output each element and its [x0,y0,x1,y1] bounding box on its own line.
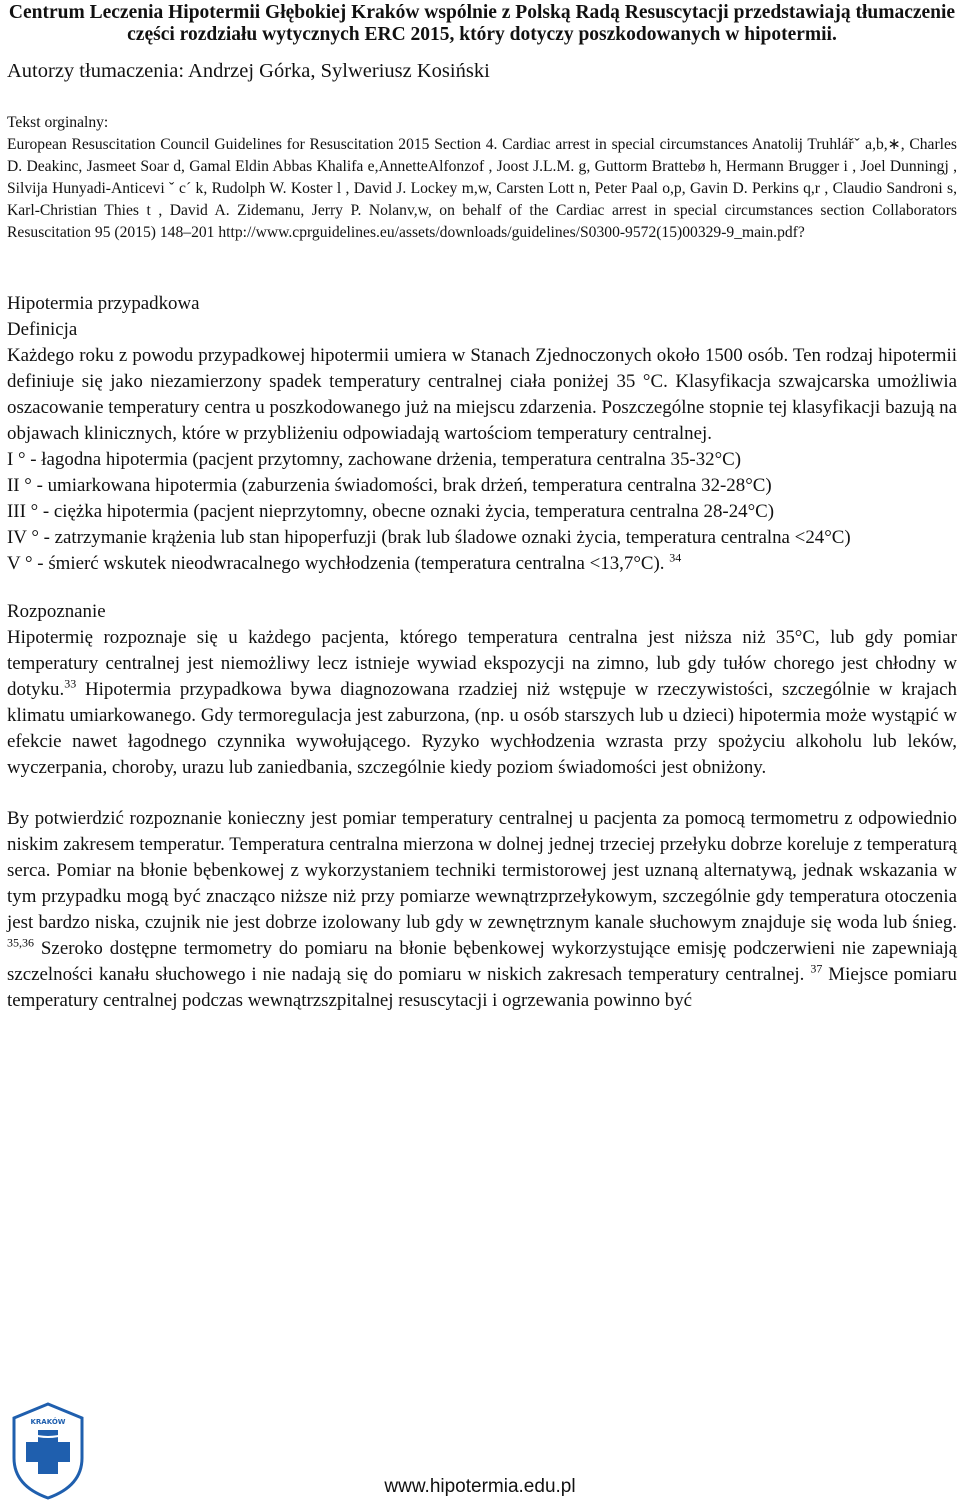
document-title: Centrum Leczenia Hipotermii Głębokiej Kraków wspólnie z Polską Radą Resuscytacji przedstawiają tłumaczenie części rozdziału wytycznych ERC 2015, który dotyczy poszkodowanych w hipotermii. [8,2,956,45]
grade-item [7,551,957,577]
definition-paragraph: Każdego roku z powodu przypadkowej hipotermii umiera w Stanach Zjednoczonych około 1500 osób. Ten rodzaj hipotermii definiuje się jako niezamierzony spadek temperatury centralnej ciała poniżej 35 °C. Klasyfikacja szwajcarska umożliwia oszacowanie temperatury centra u poszkodowanego już na miejscu zdarzenia. Poszczególne stopnie tej klasyfikacji bazują na objawach klinicznych, które w przybliżeniu odpowiadają wartościom temperatury centralnej. [7,345,957,444]
grade-item: III ° - ciężka hipotermia (pacjent nieprzytomny, obecne oznaki życia, temperatura centralna 28-24°C) [7,501,775,522]
paragraph-text: Miejsce pomiaru temperatury centralnej podczas wewnątrzszpitalnej resuscytacji i ogrzewania powinno być [7,964,957,1011]
paragraph-text: Szeroko dostępne termometry do pomiaru na błonie bębenkowej wykorzystujące emisję podczerwieni nie zapewniają szczelności kanału słuchowego i nie nadają się do pomiaru w niskich zakresach temperatury centralnej. [7,938,957,985]
measurement-paragraph [7,806,957,1014]
reference-marker: 33 [64,676,77,691]
grade-item: IV ° - zatrzymanie krążenia lub stan hipoperfuzji (brak lub śladowe oznaki życia, temperatura centralna <24°C) [7,527,851,548]
paragraph-text: Hipotermia przypadkowa bywa diagnozowana rzadziej niż wstępuje w rzeczywistości, szczególnie w krajach klimatu umiarkowanego. Gdy termoregulacja jest zaburzona, (np. u osób starszych lub u dzieci) hipotermia może wystąpić w efekcie nawet łagodnego czynnika wywołującego. Ryzyko wychłodzenia wzrasta przy spożyciu alkoholu lub leków, wyczerpania, choroby, urazu lub zaniedbania, szczególnie kiedy poziom świadomości jest obniżony. [7,679,957,778]
reference-marker: 35,36 [7,935,34,950]
translation-authors: Autorzy tłumaczenia: Andrzej Górka, Sylweriusz Kosiński [7,60,490,82]
svg-text:KRAKÓW: KRAKÓW [30,1418,66,1426]
diagnosis-paragraph [7,625,957,781]
section-diagnosis [7,599,957,1014]
paragraph-text: Hipotermię rozpoznaje się u każdego pacjenta, którego temperatura centralna jest niższa niż 35°C, lub gdy pomiar temperatury centralnej jest niemożliwy lecz istnieje wywiad ekspozycji na zimno, lub gdy tułów chorego jest chłodny w dotyku. [7,627,957,700]
grade-item: I ° - łagodna hipotermia (pacjent przytomny, zachowane drżenia, temperatura centralna 35-32°C) [7,449,742,470]
grade-text: V ° - śmierć wskutek nieodwracalnego wychłodzenia (temperatura centralna <13,7°C). [7,553,665,574]
section-subheading: Definicja [7,319,78,340]
section-heading: Hipotermia przypadkowa [7,293,200,314]
document-page [7,0,957,1014]
paragraph-text: By potwierdzić rozpoznanie konieczny jest pomiar temperatury centralnej u pacjenta za pomocą termometru z odpowiednio niskim zakresem temperatur. Temperatura centralna mierzona w dolnej jednej trzeciej przełyku dobrze koreluje z temperaturą serca. Pomiar na błonie bębenkowej z wykorzystaniem techniki termistorowej jest uznaną alternatywą, jednak wskazania w tym przypadku mogą być znacząco niższe niż przy pomiarze wewnątrzprzełykowym, szczególnie gdy temperatura otoczenia jest bardzo niska, czujnik nie jest dobrze izolowany lub gdy w zewnętrznym kanale słuchowym znajduje się woda lub śnieg. [7,808,957,933]
reference-marker: 34 [669,550,682,565]
section-hypothermia [7,291,957,577]
reference-marker: 37 [810,961,823,976]
section-heading: Rozpoznanie [7,601,106,622]
grade-item: II ° - umiarkowana hipotermia (zaburzenia świadomości, brak drżeń, temperatura centralna 32-28°C) [7,475,772,496]
source-block [7,112,957,244]
source-label: Tekst orginalny: [7,114,109,131]
source-citation: European Resuscitation Council Guidelines for Resuscitation 2015 Section 4. Cardiac arrest in special circumstances Anatolij Truhlářˇ a,b,∗, Charles D. Deakinc, Jasmeet Soar d, Gamal Eldin Abbas Khalifa e,AnnetteAlfonzof , Joost J.L.M. g, Guttorm Brattebø h, Hermann Brugger i , Joel Dunningj , Silvija Hunyadi-Anticevi ˇ c´ k, Rudolph W. Koster l , David J. Lockey m,w, Carsten Lott n, Peter Paal o,p, Gavin D. Perkins q,r , Claudio Sandroni s, Karl-Christian Thies t , David A. Zidemanu, Jerry P. Nolanv,w, on behalf of the Cardiac arrest in special circumstances section Collaborators Resuscitation 95 (2015) 148–201 http://www.cprguidelines.eu/assets/downloads/guidelines/S0300-9572(15)00329-9_main.pdf? [7,136,957,241]
footer-url[interactable]: www.hipotermia.edu.pl [384,1476,576,1497]
